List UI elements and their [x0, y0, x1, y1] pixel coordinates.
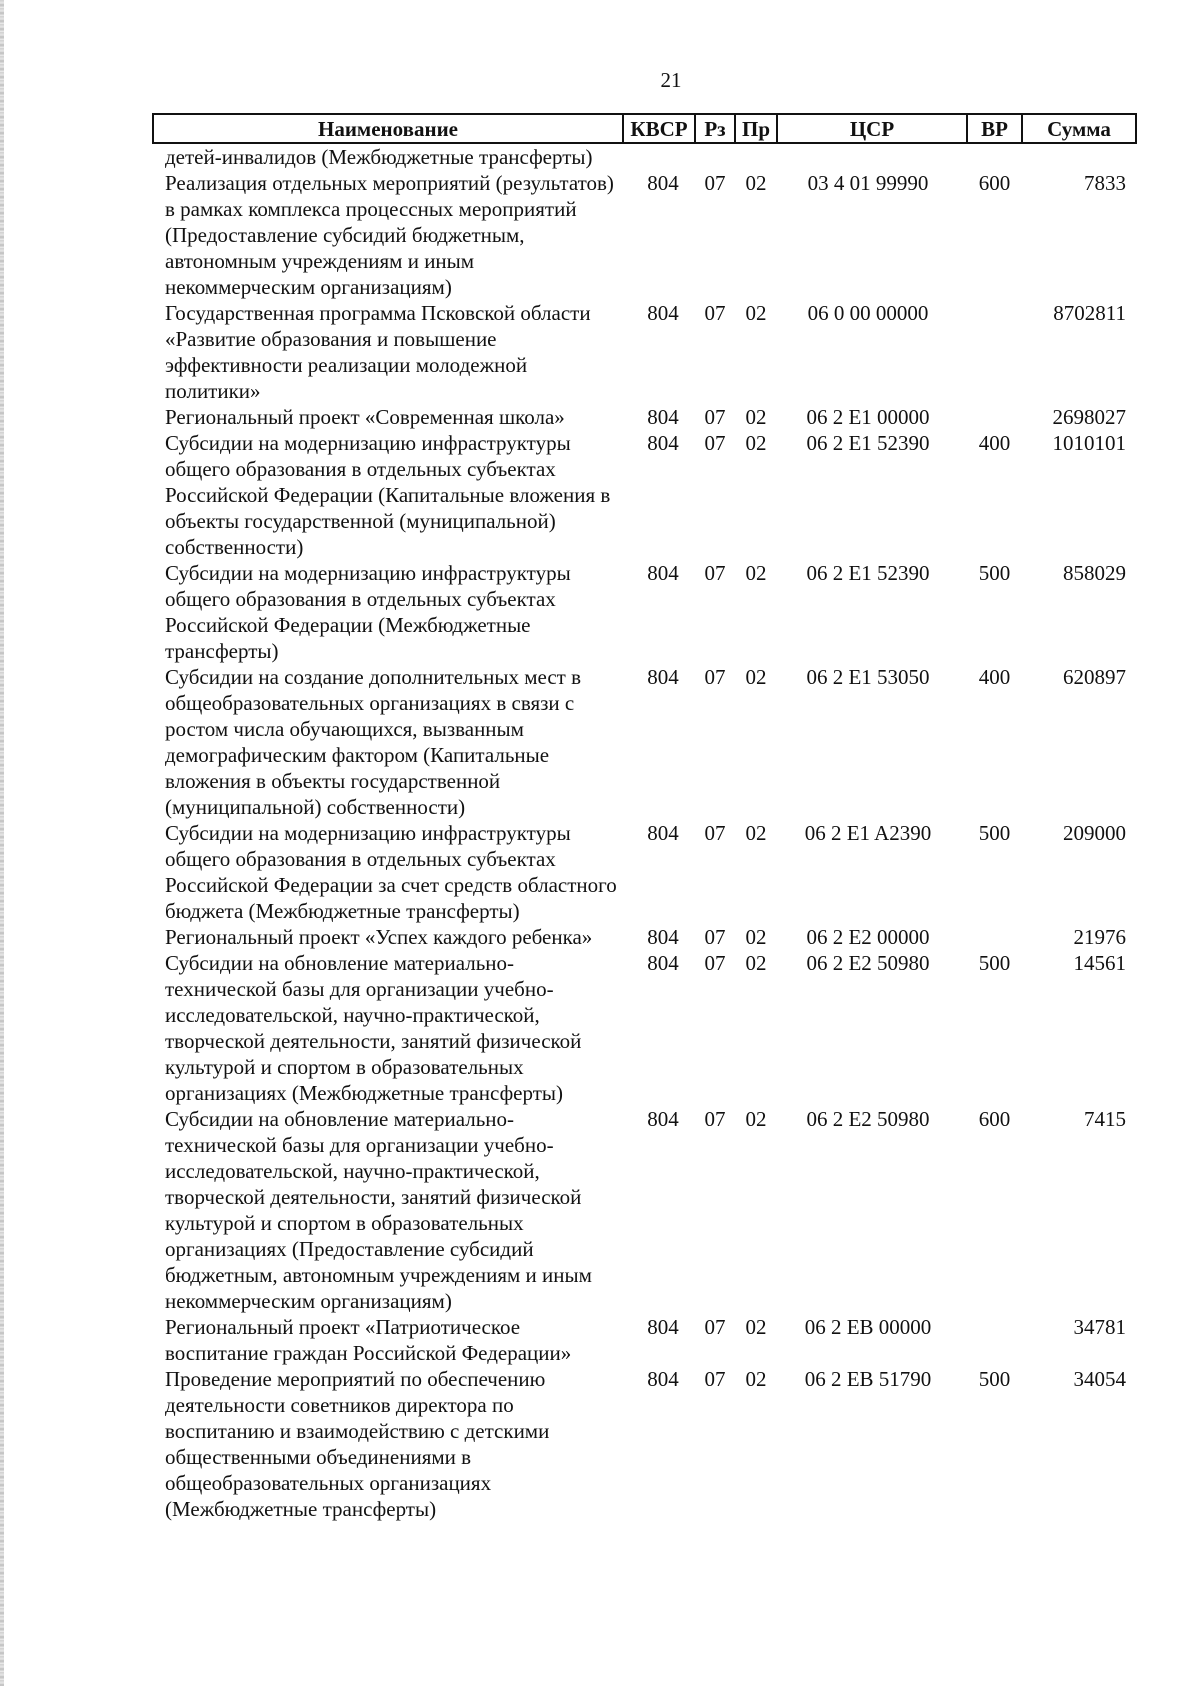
row-pr: 02: [745, 1367, 767, 1391]
row-rz: 07: [704, 1367, 726, 1391]
row-pr: 02: [745, 951, 767, 975]
row-vr: 600: [978, 1107, 1011, 1131]
row-name: Субсидии на обновление материально-технической базы для организации учебно-исследовательской, научно-практической, творческой деятельности, занятий физической культурой и спортом в образовательных организациях (Межбюджетные трансферты): [165, 951, 582, 1105]
row-csr: 06 2 E2 50980: [806, 1107, 930, 1131]
header-name: Наименование: [153, 114, 623, 143]
header-kvsr: КВСР: [623, 114, 695, 143]
row-rz: 07: [704, 1107, 726, 1131]
row-vr: 500: [978, 821, 1011, 845]
table-row: [153, 300, 1136, 404]
row-rz: 07: [704, 301, 726, 325]
row-csr: 06 2 EB 00000: [804, 1315, 932, 1339]
row-csr: 03 4 01 99990: [807, 171, 929, 195]
row-name: Региональный проект «Современная школа»: [165, 405, 565, 429]
table-row: [153, 143, 1136, 170]
row-rz: 07: [704, 561, 726, 585]
table-row: [153, 1366, 1136, 1522]
row-pr: 02: [745, 925, 767, 949]
row-name: детей-инвалидов (Межбюджетные трансферты): [165, 145, 593, 169]
header-rz: Рз: [695, 114, 735, 143]
row-name: Государственная программа Псковской области «Развитие образования и повышение эффективности реализации молодежной политики»: [165, 301, 591, 403]
row-kvsr: 804: [647, 171, 679, 195]
row-vr: 500: [978, 951, 1011, 975]
row-sum: 8702811: [1053, 301, 1126, 325]
row-csr: 06 2 E2 50980: [806, 951, 930, 975]
table-row: [153, 430, 1136, 560]
row-csr: 06 2 E1 52390: [806, 561, 930, 585]
row-name: Реализация отдельных мероприятий (результатов) в рамках комплекса процессных мероприятий (Предоставление субсидий бюджетным, автономным учреждениям и иным некоммерческим организациям): [165, 171, 614, 299]
row-pr: 02: [745, 821, 767, 845]
row-pr: 02: [745, 301, 767, 325]
row-csr: 06 0 00 00000: [807, 301, 929, 325]
row-vr: [967, 1314, 1022, 1366]
row-pr: 02: [745, 665, 767, 689]
row-vr: 500: [978, 561, 1011, 585]
row-sum: 7415: [1084, 1107, 1126, 1131]
row-pr: 02: [745, 561, 767, 585]
row-name: Субсидии на модернизацию инфраструктуры общего образования в отдельных субъектах Российской Федерации (Капитальные вложения в объекты государственной (муниципальной) собственности): [165, 431, 611, 559]
table-row: [153, 820, 1136, 924]
row-vr: [967, 404, 1022, 430]
row-csr: 06 2 E1 00000: [806, 405, 930, 429]
table-row: [153, 950, 1136, 1106]
table-body: [153, 143, 1136, 1522]
row-sum: 209000: [1063, 821, 1126, 845]
row-vr: 400: [978, 431, 1011, 455]
row-rz: 07: [704, 925, 726, 949]
row-sum: 34781: [1073, 1315, 1126, 1339]
row-pr: 02: [745, 171, 767, 195]
row-name: Субсидии на модернизацию инфраструктуры общего образования в отдельных субъектах Российской Федерации за счет средств областного бюджета (Межбюджетные трансферты): [165, 821, 617, 923]
row-name: Субсидии на модернизацию инфраструктуры общего образования в отдельных субъектах Российской Федерации (Межбюджетные трансферты): [165, 561, 571, 663]
row-vr: [967, 300, 1022, 404]
row-rz: 07: [704, 1315, 726, 1339]
row-vr: 600: [978, 171, 1011, 195]
row-rz: 07: [704, 821, 726, 845]
table-row: [153, 664, 1136, 820]
table-row: [153, 1314, 1136, 1366]
row-sum: 2698027: [1052, 405, 1126, 429]
table-row: [153, 1106, 1136, 1314]
row-rz: [695, 143, 735, 170]
row-sum: 620897: [1063, 665, 1126, 689]
header-sum: Сумма: [1022, 114, 1136, 143]
row-csr: 06 2 E1 A2390: [804, 821, 932, 845]
row-kvsr: 804: [647, 665, 679, 689]
row-kvsr: 804: [647, 925, 679, 949]
table-row: [153, 170, 1136, 300]
row-csr: 06 2 E1 53050: [806, 665, 930, 689]
row-kvsr: 804: [647, 561, 679, 585]
row-rz: 07: [704, 665, 726, 689]
row-vr: 500: [978, 1367, 1011, 1391]
row-rz: 07: [704, 431, 726, 455]
row-vr: [967, 924, 1022, 950]
header-pr: Пр: [735, 114, 777, 143]
page-number: 21: [660, 68, 682, 92]
row-kvsr: 804: [647, 301, 679, 325]
table-row: [153, 404, 1136, 430]
budget-table: [152, 113, 1137, 1522]
row-pr: 02: [745, 1107, 767, 1131]
row-sum: 7833: [1084, 171, 1126, 195]
row-vr: 400: [978, 665, 1011, 689]
row-kvsr: 804: [647, 1367, 679, 1391]
row-csr: 06 2 E2 00000: [806, 925, 930, 949]
row-pr: 02: [745, 1315, 767, 1339]
header-vr: ВР: [967, 114, 1022, 143]
row-pr: 02: [745, 431, 767, 455]
row-name: Проведение мероприятий по обеспечению деятельности советников директора по воспитанию и взаимодействию с детскими общественными объединениями в общеобразовательных организациях (Межбюджетные трансферты): [165, 1367, 550, 1521]
row-vr: [967, 143, 1022, 170]
header-csr: ЦСР: [777, 114, 967, 143]
row-sum: 21976: [1073, 925, 1126, 949]
row-sum: [1022, 143, 1136, 170]
row-csr: 06 2 EB 51790: [804, 1367, 932, 1391]
row-rz: 07: [704, 405, 726, 429]
row-pr: [735, 143, 777, 170]
row-name: Региональный проект «Успех каждого ребенка»: [165, 925, 593, 949]
row-name: Субсидии на создание дополнительных мест в общеобразовательных организациях в связи с ростом числа обучающихся, вызванным демографическим фактором (Капитальные вложения в объекты государственной (муниципальной) собственности): [165, 665, 582, 819]
row-kvsr: 804: [647, 405, 679, 429]
row-name: Субсидии на обновление материально-технической базы для организации учебно-исследовательской, научно-практической, творческой деятельности, занятий физической культурой и спортом в образовательных организациях (Предоставление субсидий бюджетным, автономным учреждениям и иным некоммерческим организациям): [165, 1107, 592, 1313]
row-pr: 02: [745, 405, 767, 429]
table-row: [153, 560, 1136, 664]
row-sum: 34054: [1073, 1367, 1126, 1391]
row-sum: 14561: [1073, 951, 1126, 975]
row-kvsr: 804: [647, 431, 679, 455]
row-kvsr: [623, 143, 695, 170]
row-rz: 07: [704, 171, 726, 195]
row-kvsr: 804: [647, 1107, 679, 1131]
table-header: [153, 114, 1136, 143]
row-name: Региональный проект «Патриотическое воспитание граждан Российской Федерации»: [165, 1315, 572, 1365]
row-kvsr: 804: [647, 821, 679, 845]
scan-edge: [0, 0, 4, 1686]
row-csr: 06 2 E1 52390: [806, 431, 930, 455]
row-sum: 858029: [1063, 561, 1126, 585]
row-rz: 07: [704, 951, 726, 975]
row-kvsr: 804: [647, 1315, 679, 1339]
row-csr: [777, 143, 967, 170]
row-kvsr: 804: [647, 951, 679, 975]
table-row: [153, 924, 1136, 950]
row-sum: 1010101: [1052, 431, 1126, 455]
